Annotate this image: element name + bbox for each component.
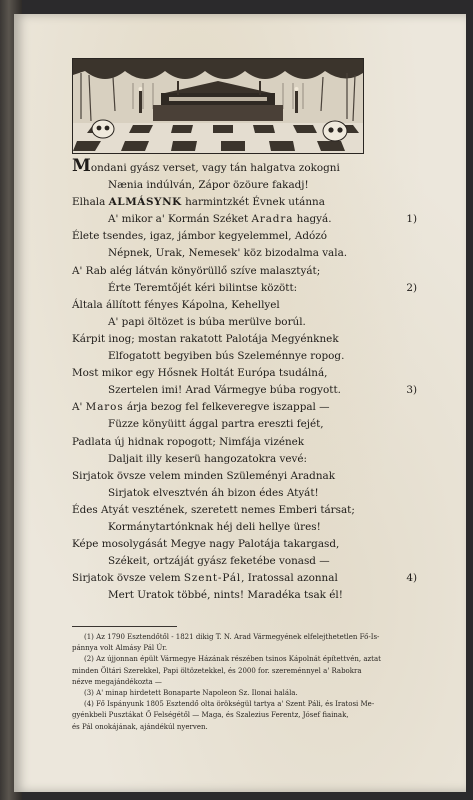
poem-line-text: Népnek, Urak, Nemesek' köz bizodalma vala. <box>108 247 348 260</box>
poem-line-text: Nænia indúlván, Zápor özöure fakadj! <box>108 179 309 192</box>
footnote-line: (3) A' minap hirdetett Bonaparte Napoleon Sz. Ilonai halála. <box>84 689 298 698</box>
poem-line-text: , Iratossal azonnal <box>241 572 338 585</box>
poem-line <box>72 416 417 433</box>
footnote-line: (2) Az újjonnan épült Vármegye Házának részében tsinos Kápolnát építettvén, aztat <box>84 655 381 664</box>
poem-line <box>72 451 417 468</box>
poem-line-text: A' Rab alég látván könyörüllő szíve malasztyát; <box>72 264 321 277</box>
poem-line-num: 3) <box>406 384 417 397</box>
poem-line-text: Általa állított fényes Kápolna, Kehellyel <box>72 298 280 311</box>
footnotes <box>72 632 417 733</box>
poem-line-text: Daljait illy keserü hangozatokra vevé: <box>108 452 307 465</box>
poem-line-text: Érte Teremtőjét kéri bilintse között: <box>108 281 298 294</box>
poem-line-num: 4) <box>406 572 417 585</box>
poem-line-text: ondani gyász verset, vagy tán halgatva zokogni <box>90 162 340 174</box>
poem-line-text: Szertelen imi! Arad Vármegye búba rogyott. <box>108 384 341 397</box>
poem-line-text: Füzze könyüitt ággal partra ereszti fejét, <box>108 418 324 431</box>
poem-line-pre: A' mikor a' Kormán Széket <box>108 213 252 226</box>
poem-line <box>72 382 417 399</box>
poem-line-pre: A' <box>72 401 86 414</box>
poem-line <box>72 280 417 297</box>
poem-line-caps: ALMÁSYNK <box>108 196 182 209</box>
poem-line-num: 1) <box>406 213 417 226</box>
poem-line-text: Élete tsendes, igaz, jámbor kegyelemmel, Adózó <box>72 230 327 243</box>
funeral-woodcut-illustration <box>72 58 364 154</box>
document-page <box>14 14 466 792</box>
poem-line-text: Sirjatok övsze velem minden Szüleményi Aradnak <box>72 469 335 482</box>
poem-line-text: Kárpit inog; mostan rakatott Palotája Megyénknek <box>72 332 339 345</box>
poem-line-text: árja bezog fel felkeveregve iszappal — <box>123 401 330 414</box>
footnote-line: (4) Fő Ispányunk 1805 Esztendő olta örökségül tartya a' Szent Páli, és Iratosi Me- <box>84 700 375 709</box>
poem-line <box>72 399 417 416</box>
poem-line <box>72 365 417 382</box>
poem-line-text: Székeit, ortzáját gyász feketébe vonasd — <box>108 555 330 568</box>
poem-line-spaced: Maros <box>85 401 124 414</box>
poem-line <box>72 434 417 451</box>
poem-line-text: harmintzkét Évnek utánna <box>181 196 325 209</box>
poem-line <box>72 536 417 553</box>
poem-line-text: Most mikor egy Hősnek Holtát Európa tsudálná, <box>72 367 328 380</box>
poem-line-text: Padlata új hidnak ropogott; Nimfája vizének <box>72 435 305 448</box>
poem-line-drop: M <box>72 156 91 176</box>
poem-line <box>72 245 417 262</box>
poem-line <box>72 297 417 314</box>
poem-line-text: Édes Atyát vesztének, szeretett nemes Emberi társat; <box>72 503 355 516</box>
poem-line-spaced: Aradra <box>251 213 294 226</box>
poem-line-text: Mert Uratok többé, nints! Maradéka tsak él! <box>108 589 343 602</box>
footnote-rule <box>72 626 177 627</box>
poem-line <box>72 194 417 211</box>
poem-line <box>72 156 417 177</box>
poem-line-text: Képe mosolygását Megye nagy Palotája takargasd, <box>72 538 340 551</box>
poem-line-num: 2) <box>406 281 417 294</box>
poem-line-text: Kormánytartónknak héj deli hellye üres! <box>108 520 321 533</box>
footnote-line: gyénkbeli Pusztákat Ő Felségétől — Maga, és Szalezius Ferentz, Jósef fiainak, <box>72 711 349 720</box>
poem-line <box>72 519 417 536</box>
footnote-line: és Pál onokájának, ajándékúl nyerven. <box>72 722 208 731</box>
poem-line-text: Sirjatok elvesztvén áh bizon édes Atyát! <box>108 486 319 499</box>
poem-line <box>72 177 417 194</box>
poem-line <box>72 570 417 587</box>
poem-line <box>72 587 417 604</box>
poem-line-text: Elfogatott begyiben bús Szeleménnye ropog. <box>108 350 345 363</box>
poem-line <box>72 211 417 228</box>
poem-line <box>72 553 417 570</box>
poem-line-text: A' papi öltözet is búba merülve borúl. <box>108 315 306 328</box>
poem-line <box>72 502 417 519</box>
poem-line-pre: Elhala <box>72 196 109 209</box>
footnote-line: nézve megajándékozta — <box>72 677 162 686</box>
poem-line <box>72 314 417 331</box>
poem-line-pre: Sirjatok övsze velem <box>72 572 184 585</box>
poem-line <box>72 263 417 280</box>
poem-line <box>72 228 417 245</box>
footnote-line: minden Öltári Szerekkel, Papi öltözetekkel, és 2000 for. szereménnyel a' Rabokra <box>72 666 362 675</box>
poem-line-text: hagyá. <box>293 213 332 226</box>
poem-line <box>72 485 417 502</box>
poem-verses <box>72 156 417 604</box>
poem-line-spaced: Szent-Pál <box>183 572 242 585</box>
poem-line <box>72 348 417 365</box>
footnote-line: (1) Az 1790 Esztendőtől - 1821 dikig T. N. Arad Vármegyének elfelejthetetlen Fő-Is- <box>84 633 380 641</box>
poem-line <box>72 468 417 485</box>
footnote-line: pánnya volt Almásy Pál Úr. <box>72 644 168 653</box>
poem-line <box>72 331 417 348</box>
